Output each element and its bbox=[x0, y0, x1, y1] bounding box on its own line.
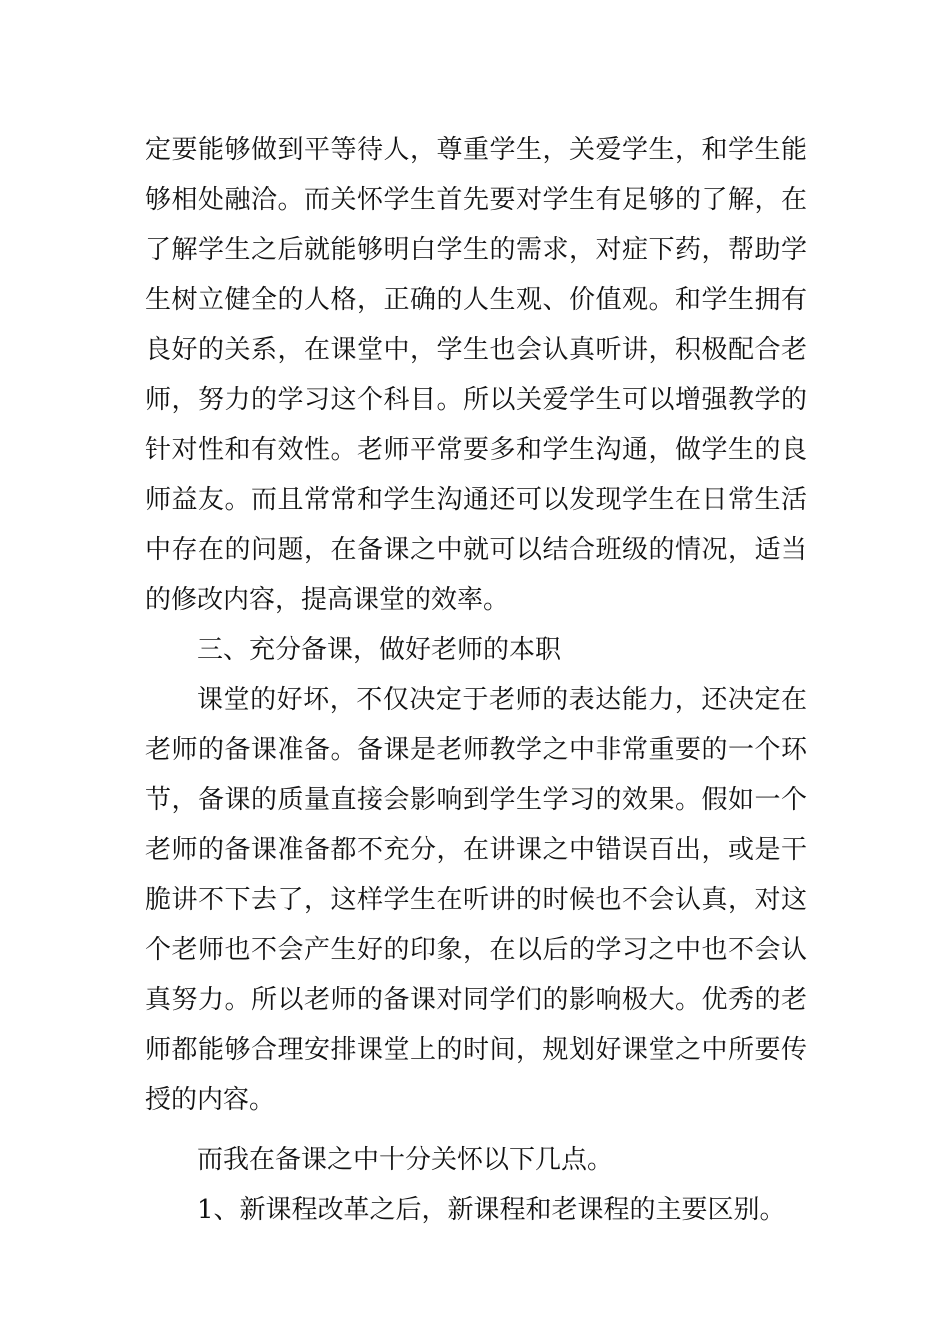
text-line-13: 老师的备课准备。备课是老师教学之中非常重要的一个环 bbox=[145, 735, 807, 765]
text-line-8: 师益友。而且常常和学生沟通还可以发现学生在日常生活 bbox=[145, 485, 807, 515]
section-heading: 三、充分备课，做好老师的本职 bbox=[197, 635, 562, 665]
text-line-21: 而我在备课之中十分关怀以下几点。 bbox=[197, 1145, 614, 1175]
text-line-14: 节，备课的质量直接会影响到学生学习的效果。假如一个 bbox=[145, 785, 807, 815]
text-line-18: 真努力。所以老师的备课对同学们的影响极大。优秀的老 bbox=[145, 985, 807, 1015]
text-line-7: 针对性和有效性。老师平常要多和学生沟通，做学生的良 bbox=[145, 435, 807, 465]
text-line-15: 老师的备课准备都不充分，在讲课之中错误百出，或是干 bbox=[145, 835, 807, 865]
text-line-5: 良好的关系，在课堂中，学生也会认真听讲，积极配合老 bbox=[145, 335, 807, 365]
text-line-19: 师都能够合理安排课堂上的时间，规划好课堂之中所要传 bbox=[145, 1035, 807, 1065]
text-line-10: 的修改内容，提高课堂的效率。 bbox=[145, 585, 510, 615]
text-line-9: 中存在的问题，在备课之中就可以结合班级的情况，适当 bbox=[145, 535, 807, 565]
text-line-2: 够相处融洽。而关怀学生首先要对学生有足够的了解，在 bbox=[145, 185, 807, 215]
text-line-4: 生树立健全的人格，正确的人生观、价值观。和学生拥有 bbox=[145, 285, 807, 315]
text-line-20: 授的内容。 bbox=[145, 1085, 276, 1115]
text-line-16: 脆讲不下去了，这样学生在听讲的时候也不会认真，对这 bbox=[145, 885, 807, 915]
text-line-3: 了解学生之后就能够明白学生的需求，对症下药，帮助学 bbox=[145, 235, 807, 265]
list-item-1: 1、新课程改革之后，新课程和老课程的主要区别。 bbox=[197, 1195, 786, 1225]
text-line-6: 师，努力的学习这个科目。所以关爱学生可以增强教学的 bbox=[145, 385, 807, 415]
text-line-17: 个老师也不会产生好的印象，在以后的学习之中也不会认 bbox=[145, 935, 807, 965]
text-line-1: 定要能够做到平等待人，尊重学生，关爱学生，和学生能 bbox=[145, 135, 807, 165]
text-line-12: 课堂的好坏，不仅决定于老师的表达能力，还决定在 bbox=[197, 685, 807, 715]
